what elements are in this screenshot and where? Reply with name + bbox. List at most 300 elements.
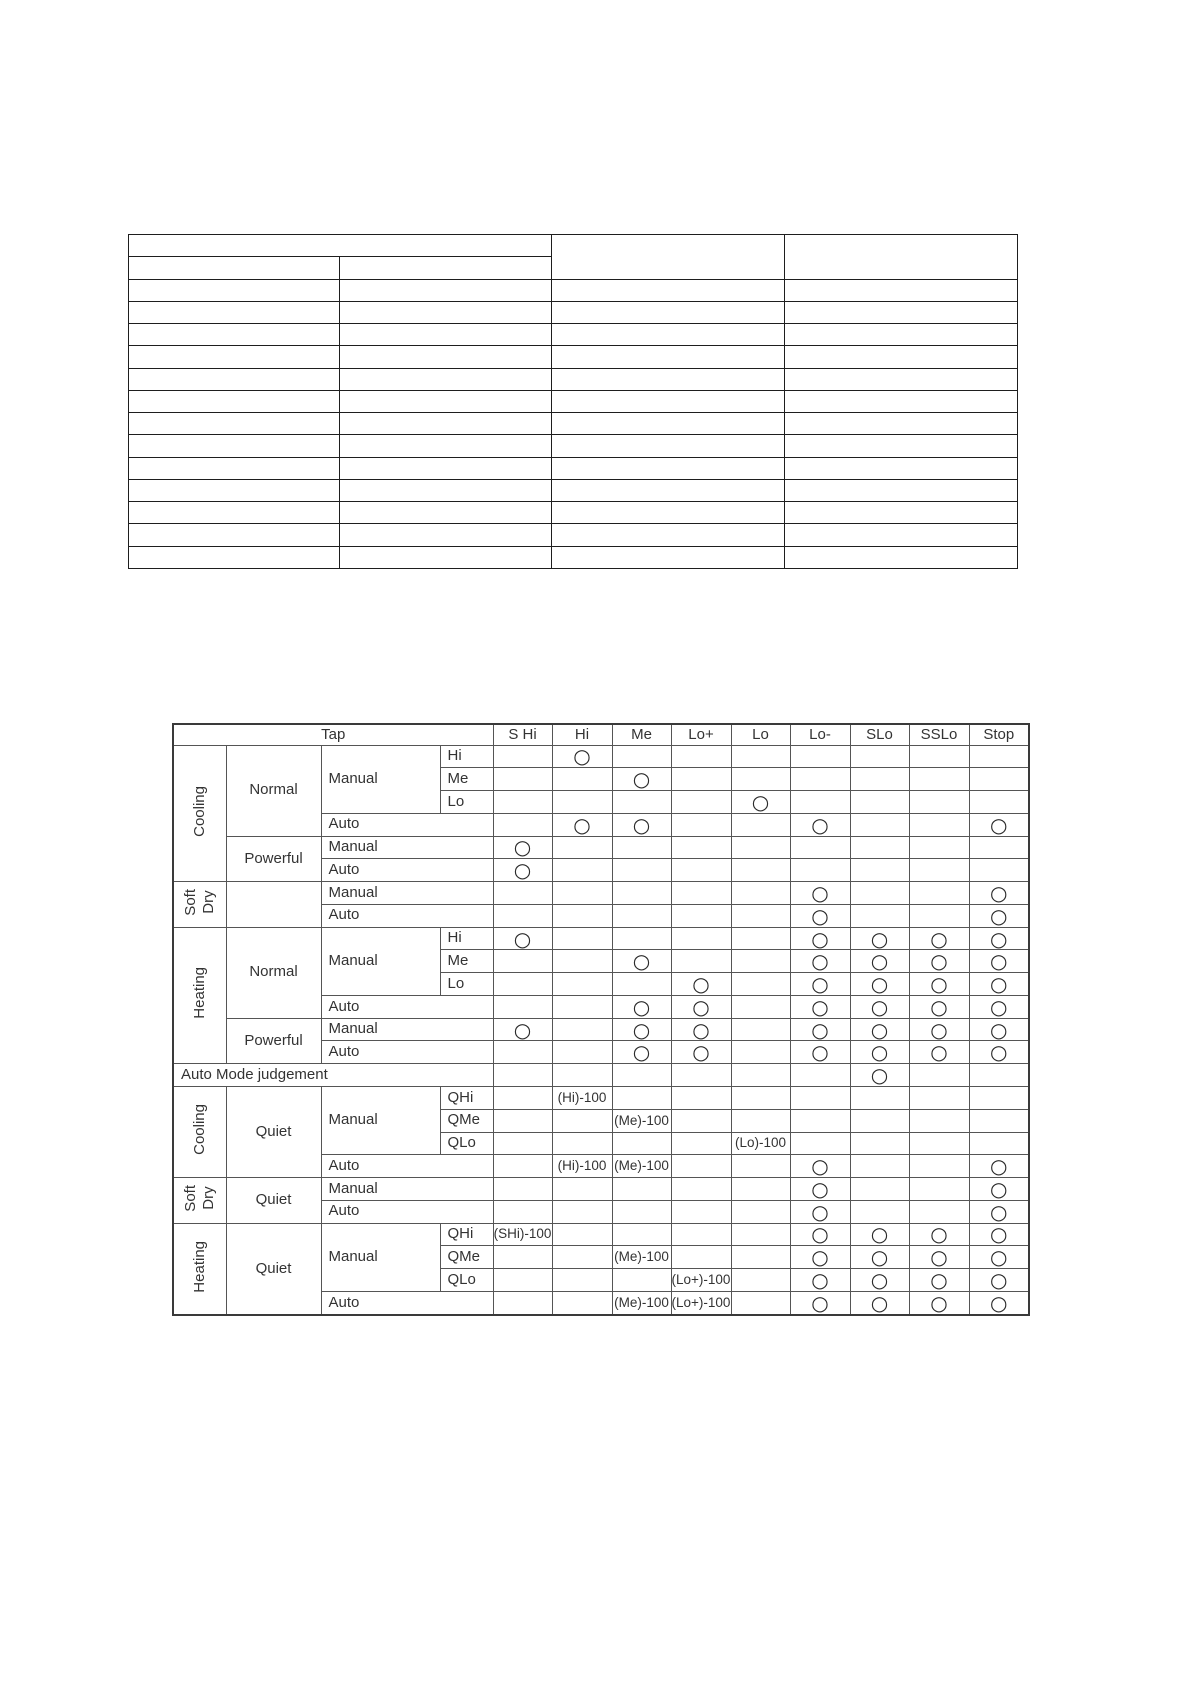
speed-header-lo: Lo	[731, 724, 790, 745]
speed-cell	[493, 1178, 552, 1201]
speed-cell	[790, 1291, 850, 1315]
speed-cell	[909, 1269, 969, 1292]
blank-cell	[340, 368, 552, 390]
speed-cell	[493, 1109, 552, 1132]
control-label: Manual	[321, 882, 493, 905]
circle-mark: ○	[930, 949, 948, 974]
speed-cell	[969, 1132, 1029, 1155]
circle-mark: ○	[811, 972, 829, 997]
circle-mark: ○	[811, 1154, 829, 1179]
speed-cell	[552, 1064, 612, 1087]
table-row	[173, 1018, 1029, 1041]
control-label: Auto	[321, 995, 493, 1018]
blank-header-cell	[785, 235, 1018, 280]
quiet-speed-value: (Hi)-100	[557, 1158, 607, 1174]
speed-cell	[969, 1200, 1029, 1223]
quiet-speed-value: (Me)-100	[614, 1249, 669, 1265]
speed-cell	[671, 904, 731, 927]
circle-mark: ○	[990, 1199, 1008, 1224]
speed-cell	[671, 791, 731, 814]
control-label: Manual	[321, 1086, 440, 1154]
blank-header-cell	[340, 257, 552, 279]
speed-cell	[850, 745, 909, 768]
speed-cell	[790, 1132, 850, 1155]
speed-cell	[612, 859, 671, 882]
speed-cell	[850, 1155, 909, 1178]
speed-cell	[790, 950, 850, 973]
speed-cell	[671, 1064, 731, 1087]
control-label: Manual	[321, 1178, 493, 1201]
speed-cell	[671, 1086, 731, 1109]
speed-cell	[671, 1041, 731, 1064]
tap-label: QHi	[440, 1086, 493, 1109]
speed-cell	[731, 973, 790, 996]
speed-cell	[850, 973, 909, 996]
speed-cell	[969, 973, 1029, 996]
circle-mark: ○	[990, 972, 1008, 997]
circle-mark: ○	[632, 767, 651, 792]
quiet-speed-value: (Lo+)-100	[671, 1294, 731, 1310]
blank-row	[129, 435, 1018, 457]
speed-header-stop: Stop	[969, 724, 1029, 745]
blank-cell	[340, 435, 552, 457]
speed-cell	[731, 859, 790, 882]
speed-cell	[969, 1269, 1029, 1292]
speed-cell	[850, 836, 909, 859]
speed-cell	[493, 1064, 552, 1087]
circle-mark: ○	[692, 1017, 710, 1042]
tap-label: QHi	[440, 1223, 493, 1246]
speed-cell	[552, 882, 612, 905]
blank-row	[129, 413, 1018, 435]
circle-mark: ○	[870, 972, 889, 997]
speed-cell	[552, 1269, 612, 1292]
speed-cell	[552, 927, 612, 950]
tap-label: Me	[440, 950, 493, 973]
blank-cell	[129, 479, 340, 501]
speed-cell	[850, 859, 909, 882]
circle-mark: ○	[811, 1176, 829, 1201]
operation-label: Powerful	[226, 1018, 321, 1064]
circle-mark: ○	[573, 812, 591, 837]
speed-cell	[731, 1086, 790, 1109]
speed-cell	[969, 1155, 1029, 1178]
speed-cell	[790, 1018, 850, 1041]
speed-cell	[850, 1041, 909, 1064]
blank-header-cell	[552, 235, 785, 280]
speed-cell	[493, 859, 552, 882]
speed-cell	[552, 768, 612, 791]
speed-cell	[790, 1246, 850, 1269]
speed-cell	[731, 904, 790, 927]
mode-label-cell	[173, 745, 226, 882]
speed-cell	[790, 859, 850, 882]
blank-cell	[340, 279, 552, 301]
blank-cell	[552, 413, 785, 435]
operation-label	[226, 882, 321, 928]
blank-cell	[785, 413, 1018, 435]
speed-header-me: Me	[612, 724, 671, 745]
blank-row	[129, 390, 1018, 412]
speed-cell	[790, 927, 850, 950]
speed-cell	[731, 1064, 790, 1087]
tap-label: Hi	[440, 745, 493, 768]
circle-mark: ○	[692, 972, 710, 997]
speed-cell	[969, 1246, 1029, 1269]
circle-mark: ○	[870, 1290, 889, 1315]
speed-cell	[969, 927, 1029, 950]
circle-mark: ○	[930, 926, 948, 951]
speed-cell	[969, 768, 1029, 791]
circle-mark: ○	[632, 812, 651, 837]
control-label: Manual	[321, 927, 440, 995]
speed-cell	[731, 995, 790, 1018]
speed-cell	[790, 1155, 850, 1178]
blank-row	[129, 346, 1018, 368]
blank-row	[129, 524, 1018, 546]
speed-cell	[850, 1269, 909, 1292]
speed-cell	[850, 995, 909, 1018]
blank-cell	[340, 346, 552, 368]
speed-cell	[850, 1064, 909, 1087]
control-label: Auto	[321, 813, 493, 836]
speed-cell	[969, 813, 1029, 836]
speed-cell	[612, 1018, 671, 1041]
circle-mark: ○	[513, 926, 532, 951]
tap-label: Lo	[440, 973, 493, 996]
circle-mark: ○	[870, 1245, 889, 1270]
speed-cell	[493, 813, 552, 836]
blank-cell	[340, 301, 552, 323]
speed-cell	[612, 1132, 671, 1155]
control-label: Auto	[321, 1155, 493, 1178]
speed-cell	[731, 745, 790, 768]
blank-cell	[785, 346, 1018, 368]
blank-cell	[785, 502, 1018, 524]
speed-cell	[552, 1109, 612, 1132]
blank-cell	[785, 279, 1018, 301]
speed-cell	[731, 950, 790, 973]
speed-cell	[969, 836, 1029, 859]
blank-row	[129, 301, 1018, 323]
circle-mark: ○	[990, 1040, 1008, 1065]
speed-cell	[909, 973, 969, 996]
speed-cell	[850, 1109, 909, 1132]
speed-cell	[552, 1246, 612, 1269]
mode-label: Heating	[190, 1240, 208, 1293]
blank-cell	[552, 279, 785, 301]
blank-cell	[552, 301, 785, 323]
header-row	[173, 724, 1029, 745]
operation-label: Quiet	[226, 1086, 321, 1177]
circle-mark: ○	[513, 858, 532, 883]
mode-label-cell	[173, 927, 226, 1064]
speed-cell	[790, 973, 850, 996]
blank-cell	[340, 457, 552, 479]
blank-cell	[340, 502, 552, 524]
circle-mark: ○	[513, 1017, 532, 1042]
mode-label-cell	[173, 1086, 226, 1177]
speed-cell	[671, 1291, 731, 1315]
speed-cell	[909, 1018, 969, 1041]
speed-cell	[612, 995, 671, 1018]
circle-mark: ○	[811, 1222, 829, 1247]
blank-cell	[129, 346, 340, 368]
control-label: Manual	[321, 1223, 440, 1291]
circle-mark: ○	[990, 1017, 1008, 1042]
speed-cell	[552, 859, 612, 882]
quiet-speed-value: (Me)-100	[614, 1294, 669, 1310]
speed-cell	[850, 1200, 909, 1223]
mode-label-cell	[173, 1178, 226, 1224]
speed-cell	[612, 1086, 671, 1109]
blank-cell	[129, 390, 340, 412]
tap-label: Me	[440, 768, 493, 791]
speed-cell	[969, 1041, 1029, 1064]
quiet-speed-value: (SHi)-100	[493, 1226, 552, 1242]
table-row	[173, 882, 1029, 905]
speed-cell	[493, 1155, 552, 1178]
speed-cell	[671, 1155, 731, 1178]
fan-table-body	[173, 745, 1029, 1315]
speed-cell	[790, 768, 850, 791]
quiet-speed-value: (Me)-100	[614, 1158, 669, 1174]
speed-cell	[671, 882, 731, 905]
speed-cell	[909, 768, 969, 791]
speed-cell	[552, 1223, 612, 1246]
control-label: Auto	[321, 859, 493, 882]
speed-cell	[909, 745, 969, 768]
tap-label: QLo	[440, 1269, 493, 1292]
table-row	[173, 1064, 1029, 1087]
speed-cell	[671, 1018, 731, 1041]
circle-mark: ○	[870, 1267, 889, 1292]
speed-cell	[790, 1269, 850, 1292]
speed-cell	[790, 904, 850, 927]
tap-label: Lo	[440, 791, 493, 814]
circle-mark: ○	[990, 903, 1008, 928]
blank-cell	[552, 524, 785, 546]
speed-cell	[731, 1291, 790, 1315]
speed-cell	[731, 1246, 790, 1269]
speed-cell	[493, 1041, 552, 1064]
tap-header: Tap	[173, 724, 493, 745]
speed-cell	[969, 995, 1029, 1018]
blank-cell	[785, 324, 1018, 346]
speed-cell	[612, 813, 671, 836]
speed-cell	[612, 950, 671, 973]
circle-mark: ○	[990, 1245, 1008, 1270]
blank-cell	[785, 524, 1018, 546]
speed-cell	[552, 904, 612, 927]
blank-cell	[785, 390, 1018, 412]
blank-table	[128, 234, 1018, 569]
speed-cell	[790, 1086, 850, 1109]
blank-row	[129, 479, 1018, 501]
circle-mark: ○	[632, 949, 651, 974]
speed-cell	[969, 904, 1029, 927]
circle-mark: ○	[811, 949, 829, 974]
speed-cell	[612, 1291, 671, 1315]
mode-label: Soft Dry	[181, 1184, 217, 1212]
speed-cell	[671, 813, 731, 836]
speed-cell	[493, 791, 552, 814]
speed-cell	[969, 1223, 1029, 1246]
speed-cell	[969, 1109, 1029, 1132]
speed-cell	[493, 973, 552, 996]
circle-mark: ○	[870, 994, 889, 1019]
speed-cell	[790, 1200, 850, 1223]
blank-cell	[552, 502, 785, 524]
speed-cell	[493, 836, 552, 859]
speed-cell	[552, 1178, 612, 1201]
quiet-speed-value: (Lo+)-100	[671, 1272, 731, 1288]
speed-cell	[493, 745, 552, 768]
speed-header-slo: SLo	[850, 724, 909, 745]
circle-mark: ○	[930, 1267, 948, 1292]
speed-cell	[671, 1178, 731, 1201]
operation-label: Quiet	[226, 1178, 321, 1224]
speed-cell	[850, 1246, 909, 1269]
speed-cell	[790, 791, 850, 814]
blank-cell	[129, 546, 340, 568]
speed-cell	[552, 1041, 612, 1064]
circle-mark: ○	[692, 1040, 710, 1065]
speed-cell	[850, 904, 909, 927]
speed-cell	[731, 882, 790, 905]
circle-mark: ○	[990, 1154, 1008, 1179]
speed-cell	[969, 950, 1029, 973]
speed-cell	[612, 1109, 671, 1132]
blank-cell	[129, 502, 340, 524]
speed-cell	[909, 950, 969, 973]
speed-cell	[969, 882, 1029, 905]
speed-cell	[612, 745, 671, 768]
blank-cell	[129, 301, 340, 323]
speed-cell	[731, 1155, 790, 1178]
speed-header-lo-plus: Lo+	[671, 724, 731, 745]
mode-label: Cooling	[190, 785, 208, 837]
speed-cell	[671, 1132, 731, 1155]
blank-cell	[785, 479, 1018, 501]
speed-cell	[493, 1018, 552, 1041]
blank-cell	[785, 368, 1018, 390]
quiet-speed-value: (Me)-100	[614, 1112, 669, 1128]
speed-cell	[969, 1086, 1029, 1109]
blank-cell	[340, 524, 552, 546]
table-row	[173, 1178, 1029, 1201]
speed-cell	[731, 768, 790, 791]
speed-header-s-hi: S Hi	[493, 724, 552, 745]
speed-cell	[969, 1064, 1029, 1087]
circle-mark: ○	[811, 1267, 829, 1292]
speed-cell	[552, 1018, 612, 1041]
mode-label-cell	[173, 882, 226, 928]
blank-cell	[129, 457, 340, 479]
speed-cell	[850, 1178, 909, 1201]
speed-cell	[731, 1269, 790, 1292]
speed-cell	[909, 1086, 969, 1109]
speed-cell	[493, 927, 552, 950]
circle-mark: ○	[870, 926, 889, 951]
speed-cell	[671, 836, 731, 859]
speed-header-sslo: SSLo	[909, 724, 969, 745]
speed-cell	[612, 1041, 671, 1064]
speed-cell	[493, 1223, 552, 1246]
circle-mark: ○	[930, 994, 948, 1019]
blank-cell	[129, 324, 340, 346]
speed-cell	[552, 950, 612, 973]
speed-cell	[671, 1200, 731, 1223]
circle-mark: ○	[811, 1199, 829, 1224]
speed-cell	[969, 745, 1029, 768]
mode-label: Soft Dry	[181, 888, 217, 916]
table-row	[173, 836, 1029, 859]
auto-mode-judgement-label: Auto Mode judgement	[173, 1064, 493, 1087]
speed-cell	[612, 1064, 671, 1087]
circle-mark: ○	[811, 880, 829, 905]
circle-mark: ○	[811, 903, 829, 928]
blank-row	[129, 368, 1018, 390]
speed-cell	[731, 1223, 790, 1246]
circle-mark: ○	[811, 1290, 829, 1315]
speed-cell	[731, 1132, 790, 1155]
circle-mark: ○	[573, 744, 591, 769]
speed-cell	[850, 813, 909, 836]
speed-cell	[493, 904, 552, 927]
speed-cell	[612, 1246, 671, 1269]
speed-cell	[790, 813, 850, 836]
speed-cell	[850, 1223, 909, 1246]
table-row	[173, 1223, 1029, 1246]
speed-cell	[850, 791, 909, 814]
speed-cell	[790, 745, 850, 768]
speed-cell	[671, 927, 731, 950]
speed-header-hi: Hi	[552, 724, 612, 745]
speed-cell	[909, 882, 969, 905]
circle-mark: ○	[811, 1245, 829, 1270]
speed-cell	[493, 1269, 552, 1292]
circle-mark: ○	[930, 1290, 948, 1315]
speed-cell	[671, 1109, 731, 1132]
speed-cell	[493, 1246, 552, 1269]
speed-cell	[969, 1018, 1029, 1041]
quiet-speed-value: (Lo)-100	[734, 1135, 787, 1151]
speed-cell	[850, 1132, 909, 1155]
circle-mark: ○	[930, 1040, 948, 1065]
table-row	[173, 745, 1029, 768]
speed-cell	[969, 1291, 1029, 1315]
speed-cell	[552, 973, 612, 996]
speed-cell	[909, 859, 969, 882]
fan-speed-table	[172, 723, 1030, 1316]
blank-cell	[340, 413, 552, 435]
circle-mark: ○	[870, 1063, 889, 1088]
blank-cell	[552, 546, 785, 568]
speed-cell	[790, 1064, 850, 1087]
speed-cell	[612, 904, 671, 927]
circle-mark: ○	[990, 949, 1008, 974]
speed-cell	[790, 836, 850, 859]
blank-cell	[340, 390, 552, 412]
blank-header-cell	[129, 235, 552, 257]
speed-cell	[850, 950, 909, 973]
blank-cell	[129, 368, 340, 390]
speed-cell	[671, 950, 731, 973]
mode-label: Heating	[190, 967, 208, 1020]
speed-cell	[552, 1155, 612, 1178]
circle-mark: ○	[632, 1040, 651, 1065]
